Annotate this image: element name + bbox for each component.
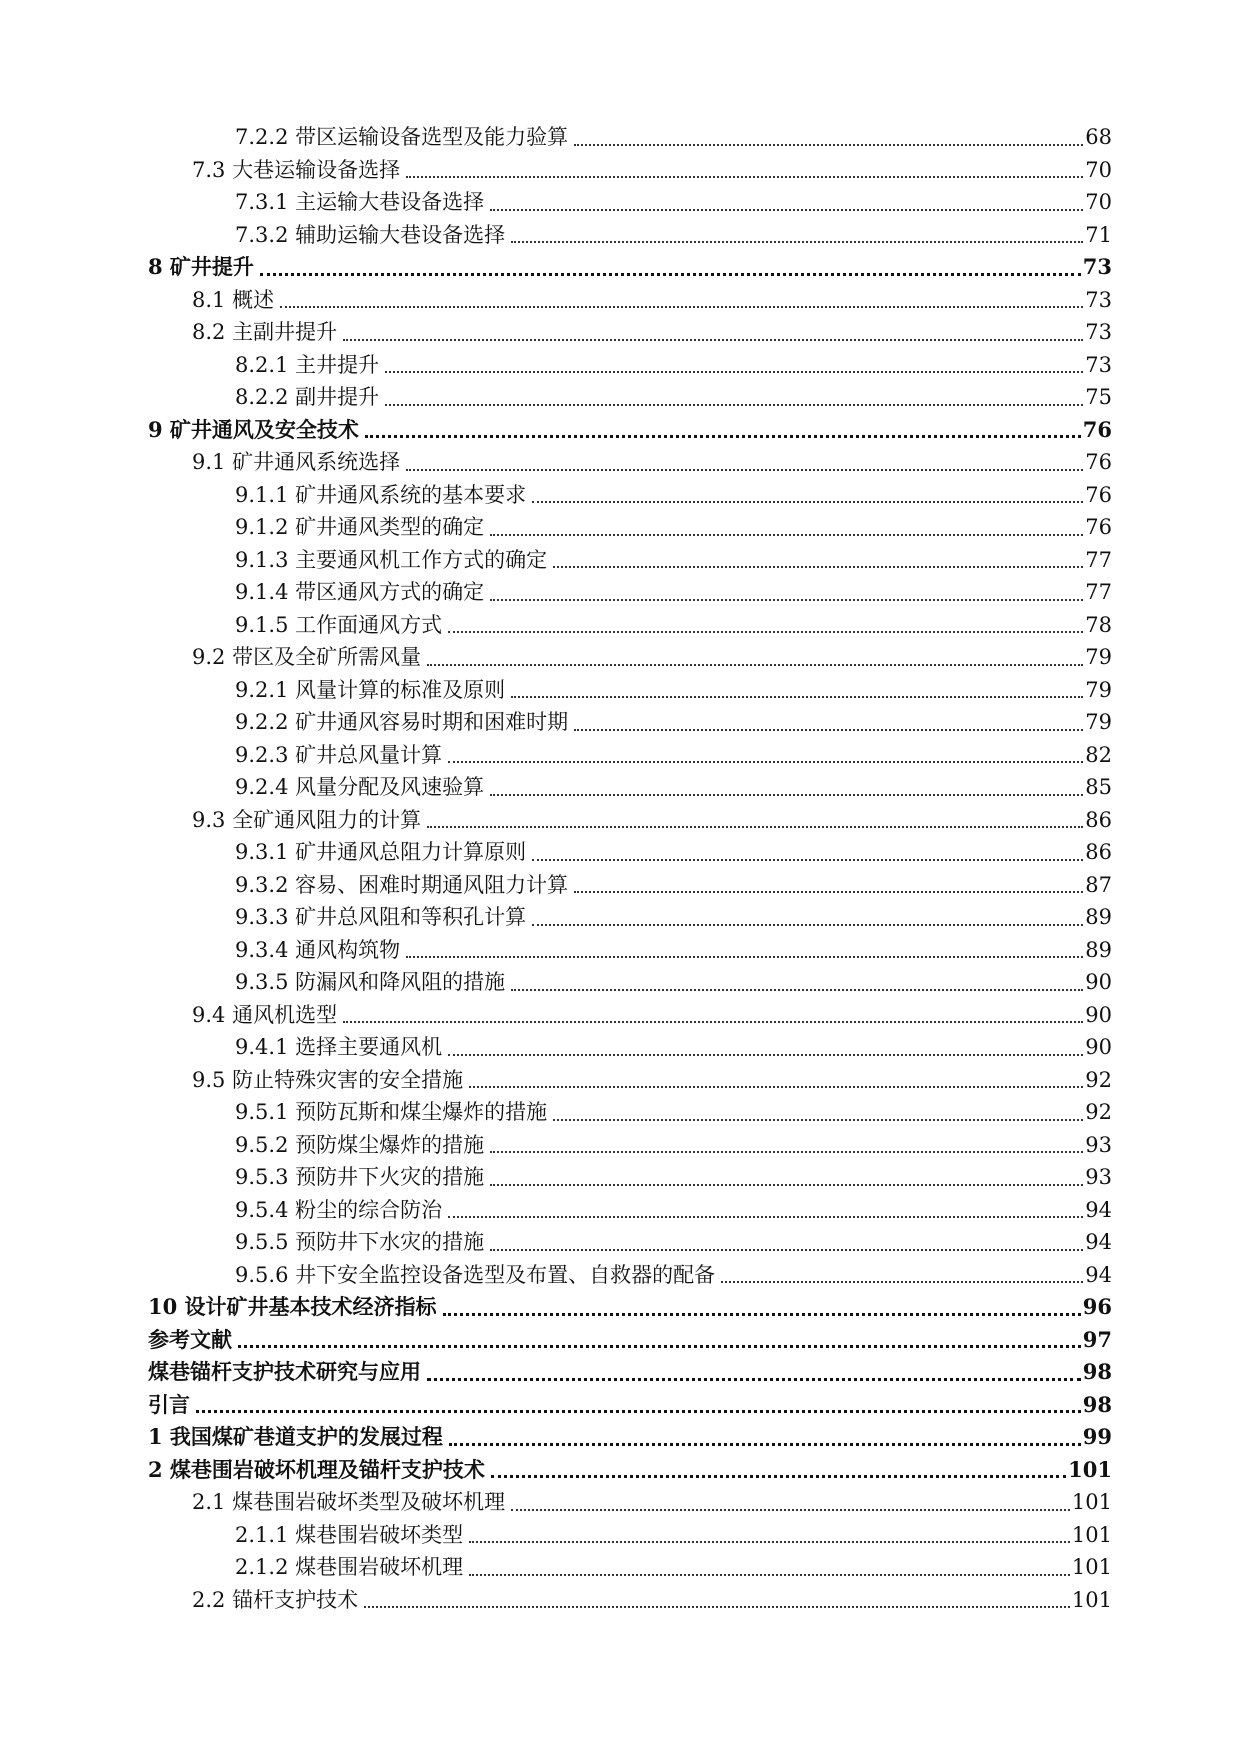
toc-dot-leader (406, 934, 1083, 967)
toc-entry-title: 8.2.1 主井提升 (235, 352, 380, 377)
toc-dot-leader (449, 1421, 1081, 1454)
toc-dot-leader (511, 966, 1083, 999)
toc-entry[interactable] (0, 869, 1112, 902)
toc-entry[interactable] (0, 934, 1112, 967)
toc-entry-page-number: 75 (1085, 385, 1112, 409)
toc-entry[interactable] (0, 1194, 1112, 1227)
toc-entry-page-number: 76 (1085, 482, 1112, 507)
toc-entry[interactable] (0, 121, 1112, 154)
toc-dot-leader (574, 121, 1083, 154)
toc-entry-title: 9.1.3 主要通风机工作方式的确定 (235, 547, 548, 572)
toc-dot-leader (469, 1064, 1083, 1097)
toc-dot-leader (427, 804, 1083, 837)
toc-entry-title: 2.1 煤巷围岩破坏类型及破坏机理 (192, 1490, 506, 1514)
toc-entry-title: 10 设计矿井基本技术经济指标 (148, 1294, 437, 1319)
toc-entry-title: 9.3.2 容易、困难时期通风阻力计算 (235, 872, 569, 897)
toc-dot-leader (553, 1096, 1083, 1129)
toc-entry[interactable] (0, 1519, 1112, 1552)
toc-entry[interactable] (0, 901, 1112, 934)
toc-entry-page-number: 77 (1085, 547, 1112, 572)
toc-dot-leader (406, 446, 1083, 479)
toc-entry-page-number: 90 (1085, 970, 1112, 994)
toc-dot-leader (385, 349, 1083, 382)
toc-entry-page-number: 94 (1085, 1197, 1112, 1222)
toc-entry[interactable] (0, 1031, 1112, 1064)
toc-entry-title: 9.1.4 带区通风方式的确定 (235, 580, 485, 604)
toc-entry-page-number: 101 (1071, 1490, 1112, 1514)
toc-entry-title: 8.2 主副井提升 (192, 320, 338, 344)
toc-entry-page-number: 93 (1085, 1165, 1112, 1189)
toc-entry-page-number: 92 (1085, 1067, 1112, 1092)
toc-entry[interactable] (0, 1584, 1112, 1617)
toc-dot-leader (490, 511, 1083, 544)
toc-entry[interactable] (0, 641, 1112, 674)
toc-entry-title: 2.1.1 煤巷围岩破坏类型 (235, 1522, 464, 1547)
toc-dot-leader (448, 1031, 1083, 1064)
toc-dot-leader (427, 641, 1083, 674)
toc-entry[interactable] (0, 251, 1112, 284)
toc-entry-page-number: 73 (1085, 320, 1112, 344)
toc-entry-page-number: 94 (1085, 1230, 1112, 1254)
toc-entry[interactable] (0, 1486, 1112, 1519)
toc-dot-leader (364, 1584, 1070, 1617)
toc-entry-page-number: 101 (1068, 1456, 1112, 1482)
toc-entry[interactable] (0, 381, 1112, 414)
toc-entry-title: 9.3.5 防漏风和降风阻的措施 (235, 970, 506, 994)
toc-entry-title: 9.5.4 粉尘的综合防治 (235, 1197, 443, 1222)
toc-entry-page-number: 101 (1071, 1522, 1112, 1547)
toc-dot-leader (469, 1551, 1070, 1584)
toc-entry-title: 8.2.2 副井提升 (235, 385, 380, 409)
toc-dot-leader (511, 674, 1083, 707)
toc-entry-page-number: 79 (1085, 710, 1112, 734)
toc-entry-page-number: 70 (1085, 157, 1112, 182)
toc-entry-page-number: 96 (1082, 1294, 1112, 1319)
toc-entry[interactable] (0, 1551, 1112, 1584)
toc-entry-page-number: 90 (1085, 1002, 1112, 1027)
toc-dot-leader (448, 739, 1083, 772)
toc-entry[interactable] (0, 1129, 1112, 1162)
toc-entry[interactable] (0, 804, 1112, 837)
toc-entry-page-number: 73 (1085, 287, 1112, 312)
toc-entry-title: 引言 (148, 1391, 190, 1417)
toc-entry[interactable] (0, 836, 1112, 869)
toc-dot-leader (280, 284, 1083, 317)
toc-entry-page-number: 76 (1085, 515, 1112, 539)
toc-entry[interactable] (0, 576, 1112, 609)
toc-entry[interactable] (0, 966, 1112, 999)
toc-entry-title: 9.5.1 预防瓦斯和煤尘爆炸的措施 (235, 1100, 548, 1124)
toc-dot-leader (443, 1291, 1081, 1324)
toc-entry-page-number: 90 (1085, 1035, 1112, 1059)
toc-entry-title: 9.1 矿井通风系统选择 (192, 450, 401, 474)
toc-entry[interactable] (0, 219, 1112, 252)
toc-entry-title: 9.3.3 矿井总风阻和等积孔计算 (235, 905, 527, 929)
toc-dot-leader (490, 186, 1083, 219)
toc-entry-page-number: 82 (1085, 742, 1112, 767)
toc-entry-title: 9.5.5 预防井下水灾的措施 (235, 1230, 485, 1254)
toc-entry-page-number: 98 (1082, 1391, 1112, 1417)
toc-dot-leader (511, 219, 1083, 252)
toc-entry-title: 8 矿井提升 (148, 254, 254, 279)
toc-entry[interactable] (0, 771, 1112, 804)
toc-dot-leader (532, 479, 1083, 512)
toc-entry[interactable] (0, 479, 1112, 512)
toc-entry-page-number: 85 (1085, 775, 1112, 799)
toc-entry[interactable] (0, 316, 1112, 349)
toc-entry[interactable] (0, 609, 1112, 642)
toc-entry[interactable] (0, 154, 1112, 187)
toc-entry-title: 8.1 概述 (192, 287, 275, 312)
toc-entry-title: 9.4 通风机选型 (192, 1002, 338, 1027)
toc-dot-leader (406, 154, 1083, 187)
toc-entry[interactable] (0, 446, 1112, 479)
toc-entry-title: 9.1.1 矿井通风系统的基本要求 (235, 482, 527, 507)
toc-entry-page-number: 89 (1085, 937, 1112, 962)
toc-entry[interactable] (0, 706, 1112, 739)
toc-entry-title: 9.5.3 预防井下火灾的措施 (235, 1165, 485, 1189)
toc-dot-leader (385, 381, 1083, 414)
toc-entry-title: 9.2.4 风量分配及风速验算 (235, 775, 485, 799)
toc-dot-leader (532, 836, 1083, 869)
toc-entry-page-number: 92 (1085, 1100, 1112, 1124)
toc-dot-leader (511, 1486, 1070, 1519)
toc-entry-title: 9.3 全矿通风阻力的计算 (192, 807, 422, 832)
toc-entry-page-number: 79 (1085, 677, 1112, 702)
toc-entry-title: 2.1.2 煤巷围岩破坏机理 (235, 1555, 464, 1579)
toc-entry-page-number: 99 (1082, 1424, 1112, 1449)
toc-entry-title: 9 矿井通风及安全技术 (148, 416, 359, 442)
toc-entry[interactable] (0, 349, 1112, 382)
toc-entry[interactable] (0, 1259, 1112, 1292)
toc-entry-title: 9.1.2 矿井通风类型的确定 (235, 515, 485, 539)
toc-entry[interactable] (0, 739, 1112, 772)
toc-dot-leader (260, 251, 1081, 284)
toc-entry-title: 7.3.2 辅助运输大巷设备选择 (235, 222, 506, 247)
toc-entry[interactable] (0, 1096, 1112, 1129)
toc-entry-page-number: 98 (1082, 1359, 1112, 1384)
toc-entry-title: 7.3.1 主运输大巷设备选择 (235, 190, 485, 214)
toc-entry-title: 2 煤巷围岩破坏机理及锚杆支护技术 (148, 1456, 485, 1482)
toc-dot-leader (574, 706, 1083, 739)
toc-dot-leader (491, 1454, 1066, 1487)
toc-entry[interactable] (0, 1324, 1112, 1357)
toc-entry[interactable] (0, 1389, 1112, 1422)
toc-entry-page-number: 70 (1085, 190, 1112, 214)
toc-entry-page-number: 68 (1085, 125, 1112, 149)
toc-entry-title: 9.4.1 选择主要通风机 (235, 1035, 443, 1059)
toc-entry-title: 7.2.2 带区运输设备选型及能力验算 (235, 125, 569, 149)
toc-entry-title: 9.1.5 工作面通风方式 (235, 612, 443, 637)
toc-dot-leader (490, 1226, 1083, 1259)
toc-entry-title: 2.2 锚杆支护技术 (192, 1587, 359, 1612)
toc-entry-title: 9.5.2 预防煤尘爆炸的措施 (235, 1132, 485, 1157)
toc-dot-leader (427, 1356, 1081, 1389)
toc-entry[interactable] (0, 1161, 1112, 1194)
toc-entry-page-number: 77 (1085, 580, 1112, 604)
toc-entry[interactable] (0, 999, 1112, 1032)
toc-entry-page-number: 97 (1082, 1326, 1112, 1352)
toc-entry-page-number: 79 (1085, 645, 1112, 669)
toc-entry[interactable] (0, 674, 1112, 707)
toc-entry[interactable] (0, 1454, 1112, 1487)
toc-dot-leader (553, 544, 1083, 577)
toc-entry-title: 9.2 带区及全矿所需风量 (192, 645, 422, 669)
toc-dot-leader (469, 1519, 1070, 1552)
toc-entry-title: 参考文献 (148, 1326, 232, 1352)
toc-dot-leader (532, 901, 1083, 934)
toc-entry[interactable] (0, 1064, 1112, 1097)
toc-entry-page-number: 101 (1071, 1555, 1112, 1579)
toc-entry[interactable] (0, 284, 1112, 317)
toc-entry[interactable] (0, 1356, 1112, 1389)
toc-dot-leader (365, 414, 1081, 447)
toc-entry-page-number: 93 (1085, 1132, 1112, 1157)
table-of-contents (0, 121, 1235, 1616)
toc-entry-page-number: 86 (1085, 840, 1112, 864)
toc-dot-leader (448, 1194, 1083, 1227)
toc-entry-title: 9.3.1 矿井通风总阻力计算原则 (235, 840, 527, 864)
toc-entry-page-number: 87 (1085, 872, 1112, 897)
toc-entry-title: 9.5 防止特殊灾害的安全措施 (192, 1067, 464, 1092)
toc-entry-page-number: 94 (1085, 1262, 1112, 1287)
toc-dot-leader (490, 576, 1083, 609)
toc-dot-leader (196, 1389, 1081, 1422)
toc-entry-title: 1 我国煤矿巷道支护的发展过程 (148, 1424, 443, 1449)
toc-entry-title: 9.3.4 通风构筑物 (235, 937, 401, 962)
toc-entry-page-number: 71 (1085, 222, 1112, 247)
toc-entry-page-number: 73 (1082, 254, 1112, 279)
toc-entry[interactable] (0, 1226, 1112, 1259)
toc-entry-page-number: 73 (1085, 352, 1112, 377)
toc-entry[interactable] (0, 544, 1112, 577)
toc-entry-title: 9.2.1 风量计算的标准及原则 (235, 677, 506, 702)
toc-entry-title: 9.2.2 矿井通风容易时期和困难时期 (235, 710, 569, 734)
toc-entry[interactable] (0, 186, 1112, 219)
toc-dot-leader (238, 1324, 1081, 1357)
toc-entry[interactable] (0, 511, 1112, 544)
toc-dot-leader (490, 1161, 1083, 1194)
toc-entry-page-number: 86 (1085, 807, 1112, 832)
toc-entry-page-number: 89 (1085, 905, 1112, 929)
toc-entry-title: 9.5.6 井下安全监控设备选型及布置、自救器的配备 (235, 1262, 716, 1287)
toc-entry-page-number: 78 (1085, 612, 1112, 637)
toc-entry[interactable] (0, 1421, 1112, 1454)
toc-dot-leader (343, 316, 1083, 349)
toc-dot-leader (343, 999, 1083, 1032)
toc-entry[interactable] (0, 1291, 1112, 1324)
toc-entry-title: 7.3 大巷运输设备选择 (192, 157, 401, 182)
toc-dot-leader (574, 869, 1083, 902)
toc-dot-leader (490, 1129, 1083, 1162)
toc-dot-leader (721, 1259, 1083, 1292)
toc-entry-page-number: 101 (1071, 1587, 1112, 1612)
toc-entry-page-number: 76 (1082, 416, 1112, 442)
toc-dot-leader (448, 609, 1083, 642)
toc-entry[interactable] (0, 414, 1112, 447)
toc-dot-leader (490, 771, 1083, 804)
toc-entry-title: 煤巷锚杆支护技术研究与应用 (148, 1359, 421, 1384)
toc-entry-page-number: 76 (1085, 450, 1112, 474)
toc-entry-title: 9.2.3 矿井总风量计算 (235, 742, 443, 767)
